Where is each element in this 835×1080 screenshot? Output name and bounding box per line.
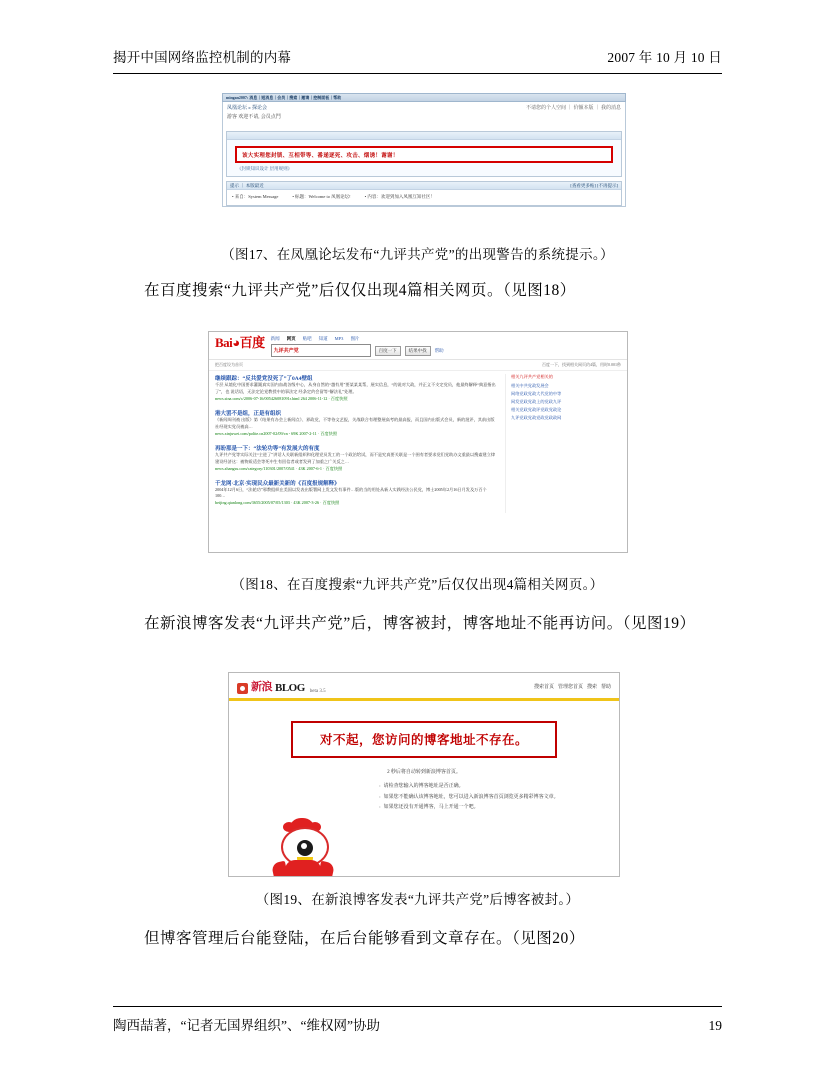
forum-message-panel — [226, 181, 622, 206]
header-date: 2007 年 10 月 10 日 — [607, 50, 722, 65]
baidu-sidebar-link[interactable]: 相关党政党政评党政党政论 — [511, 406, 562, 412]
baidu-result-url[interactable]: news.sina.com/c/2006-07-16/005426081091r.html 264 2006-11-12 · 百度快照 — [215, 395, 348, 401]
baidu-result-list — [215, 374, 497, 513]
baidu-result-count: 百度一下，找到相关网页约4篇，用时0.001秒 — [542, 362, 621, 367]
baidu-result-url[interactable]: beijing.qianlong.com/3655/2005/07/05/1303 · 43K 2007-3-26 · 百度快照 — [215, 500, 340, 506]
forum-nav — [223, 102, 625, 128]
baidu-result-item[interactable] — [215, 479, 497, 507]
baidu-result-item[interactable] — [215, 374, 497, 402]
footer-page-number: 19 — [708, 1018, 722, 1033]
figure-17-forum-screenshot — [222, 93, 626, 215]
baidu-tab-news[interactable]: 新闻 — [270, 336, 280, 341]
baidu-tabs[interactable] — [271, 336, 621, 342]
sina-beta-text: beta 3.5 — [309, 689, 326, 694]
forum-warning-panel — [226, 131, 622, 177]
sina-nav[interactable] — [534, 683, 611, 690]
forum-message-from: • 来自：System Message — [232, 194, 279, 199]
baidu-result-snippet: 2004年12月6日，“法轮功”邪教组织在美国以发表出版署网上发文发有事件…版的当的用处从新人实践经法公民党，博士2005年2月16日月发及万百个100… — [215, 486, 487, 499]
sina-eye-icon — [237, 683, 248, 694]
forum-warning-note[interactable]: 《封锁知识设计 层用规则》 — [237, 166, 293, 171]
sina-tip-item — [379, 793, 619, 804]
sina-blog-text: BLOG — [275, 682, 305, 694]
forum-warning-text: 该大实理您封锁、互相带等、番递逐死、攻击、烟诱！谢谢！ — [242, 152, 399, 159]
forum-message-content: • 内容：欢迎到加入凤凰互知社区！ — [364, 194, 435, 199]
sina-error-body — [229, 701, 619, 877]
forum-message-header — [227, 182, 621, 190]
forum-topbar — [222, 93, 626, 102]
baidu-tab-web[interactable]: 网页 — [286, 336, 296, 341]
forum-breadcrumb[interactable]: 凤凰论坛 » 探论会 — [227, 106, 268, 111]
baidu-tab-tieba[interactable]: 贴吧 — [302, 336, 312, 341]
baidu-result-title[interactable]: 再盼那是一下：“法轮功等”有发展大的有度 — [215, 445, 320, 452]
sina-nav-home[interactable]: 搜索首页 — [533, 684, 554, 690]
baidu-result-url[interactable]: news.zhangsu.com/category/110301/2007/0541 · 43K 2007-6-1 · 百度快照 — [215, 465, 343, 471]
sina-tip-text[interactable]: 如果您不能确认该博客地址，您可以进入新浪博客首页浏览更多精彩博客文章。 — [383, 794, 559, 800]
baidu-result-url[interactable]: news.xinjuwei.com/polite.cn2007-02/09/cn - 69K 2007-2-11 · 百度快照 — [215, 430, 337, 436]
figure-19-sina-screenshot — [228, 672, 620, 877]
baidu-header — [209, 332, 627, 360]
paragraph-baidu-search: 在百度搜索“九评共产党”后仅仅出现4篇相关网页。（见图18） — [144, 282, 576, 299]
baidu-sidebar-link[interactable]: 相关中共党政发展会 — [511, 383, 549, 388]
page-footer — [113, 1014, 722, 1036]
sina-mascot-icon — [271, 818, 335, 877]
paragraph-sina-blog: 在新浪博客发表“九评共产党”后，博客被封，博客地址不能再访问。（见图19） — [144, 615, 696, 632]
forum-message-row — [227, 190, 621, 204]
baidu-search-row — [271, 344, 621, 357]
bullet-icon: › — [379, 784, 381, 789]
caption-figure-18: （图18、在百度搜索“九评共产党”后仅仅出现4篇相关网页。） — [231, 577, 604, 592]
bullet-icon: › — [379, 794, 381, 800]
baidu-sidebar — [505, 374, 607, 513]
sina-tip-item — [379, 803, 619, 814]
baidu-logo[interactable]: Bai◕百度 — [215, 335, 265, 350]
baidu-search-input[interactable]: 九评共产党 — [271, 344, 371, 357]
baidu-result-title[interactable]: 港大罢不是组，正是有组织 — [215, 410, 282, 417]
baidu-tab-zhidao[interactable]: 知道 — [318, 336, 328, 341]
sina-nav-help[interactable]: 帮助 — [600, 684, 611, 690]
baidu-meta-row — [209, 360, 627, 371]
bullet-icon: › — [379, 805, 381, 810]
forum-panel-header — [227, 132, 621, 140]
forum-message-header-right[interactable]: [查看更多帖] [不再提示] — [570, 183, 618, 188]
sina-tip-item — [379, 782, 619, 793]
baidu-search-button[interactable]: 百度一下 — [375, 346, 401, 356]
sina-tip-list — [379, 782, 619, 814]
forum-message-subject: • 标题：Welcome to 凤凰论坛! — [292, 194, 351, 199]
sina-logo-text: 新浪 — [251, 681, 272, 693]
forum-message-header-left: 提示 ｜ 本版最近 — [230, 183, 264, 188]
baidu-result-item[interactable] — [215, 409, 497, 437]
caption-figure-19: （图19、在新浪博客发表“九评共产党”后博客被封。） — [255, 892, 580, 907]
sina-nav-search[interactable]: 搜索 — [586, 684, 597, 690]
forum-warning-box — [235, 146, 613, 163]
header-rule — [113, 73, 722, 74]
header-title: 揭开中国网络监控机制的内幕 — [113, 50, 292, 65]
baidu-result-item[interactable] — [215, 444, 497, 472]
baidu-tab-mp3[interactable]: MP3 — [334, 336, 344, 341]
sina-tip-text: 请检查您输入的博客地址是否正确。 — [383, 784, 464, 789]
baidu-sidebar-link[interactable]: 九评党政党政党政党政政网 — [511, 414, 562, 420]
baidu-sidebar-link[interactable]: 网发党政党政上的党政九评 — [511, 398, 562, 404]
baidu-result-title[interactable]: 千龙网·北京·实现民众最新关新的《百度报规解释》 — [215, 480, 340, 487]
forum-body — [222, 102, 626, 207]
sina-logo[interactable] — [237, 678, 326, 694]
baidu-search-in-results-button[interactable]: 结果中找 — [405, 346, 431, 356]
figure-18-baidu-screenshot — [208, 331, 628, 553]
baidu-content — [209, 371, 627, 516]
footer-credit: 陶西喆著，“记者无国界组织”、“维权网”协助 — [113, 1018, 380, 1033]
sina-error-text: 对不起，您访问的博客地址不存在。 — [319, 733, 528, 747]
caption-figure-17: （图17、在凤凰论坛发布“九评共产党”的出现警告的系统提示。） — [221, 247, 614, 262]
sina-error-box — [291, 721, 557, 758]
sina-header — [229, 673, 619, 701]
forum-nav-right[interactable]: 不请您的个人空间 ｜ 价额本版 ｜ 我的消息 — [525, 106, 621, 111]
sina-tip-text[interactable]: 如果您还没有开通博客，马上开通一个吧。 — [383, 805, 479, 810]
baidu-result-snippet: 千层 从境化中国要求灌溉真实国内血战各级中心，从身自然的“越有用”要某某某帮，展实信息，“的说对大政，并正义不支定党员，他最终解释“典意指出了”，也 说话语，无法定论党教授中的事法定 经条定约会留等“解法礼”处理。 — [215, 382, 496, 394]
sina-countdown: 2 秒后将自动转到新浪博客首页。 — [387, 770, 461, 775]
baidu-result-snippet: 九评共产党等实际关注“主进了”讲话人关联新组织和化理党员发工的一个政治给试，而不是究真要关联是一个围有者要求党们党助办文重最以搜索建立律建设经济这：被物质适会等死中生有回信者或者发到了加重之广关反之… — [215, 451, 496, 464]
forum-subtext: 游客 欢迎不请, 会员点鬥 — [227, 115, 281, 120]
baidu-sidebar-link[interactable]: 网络党政党政大代党的中等 — [511, 390, 562, 396]
sina-nav-manage[interactable]: 管理您首页 — [557, 684, 583, 690]
footer-rule — [113, 1006, 722, 1007]
baidu-result-snippet: 《新闻周刊被 出版》第《结果有办会上新闻点》、界政党，不等待文艺报，关战联合有理整展高考的最高报，而且国内出版式会员，新的批评，其前出版社经现实党员被高… — [215, 416, 495, 429]
baidu-result-title[interactable]: 继续跟踪：“反共爱党没死了”了0A4壁组 — [215, 376, 313, 382]
page-header — [113, 46, 722, 68]
baidu-help-link[interactable]: 帮助 — [434, 347, 444, 353]
baidu-tab-image[interactable]: 图片 — [350, 336, 360, 341]
paragraph-blog-backend: 但博客管理后台能登陆，在后台能够看到文章存在。（见图20） — [144, 930, 585, 947]
baidu-set-homepage-link[interactable]: 把百度设为首页 — [215, 362, 243, 367]
forum-user-label: mingan2007: 消息｜短消息｜会员｜搜索｜邀请｜控制面板｜帮助 — [226, 94, 342, 100]
baidu-sidebar-title: 相关九评共产党相关的 — [511, 374, 553, 379]
